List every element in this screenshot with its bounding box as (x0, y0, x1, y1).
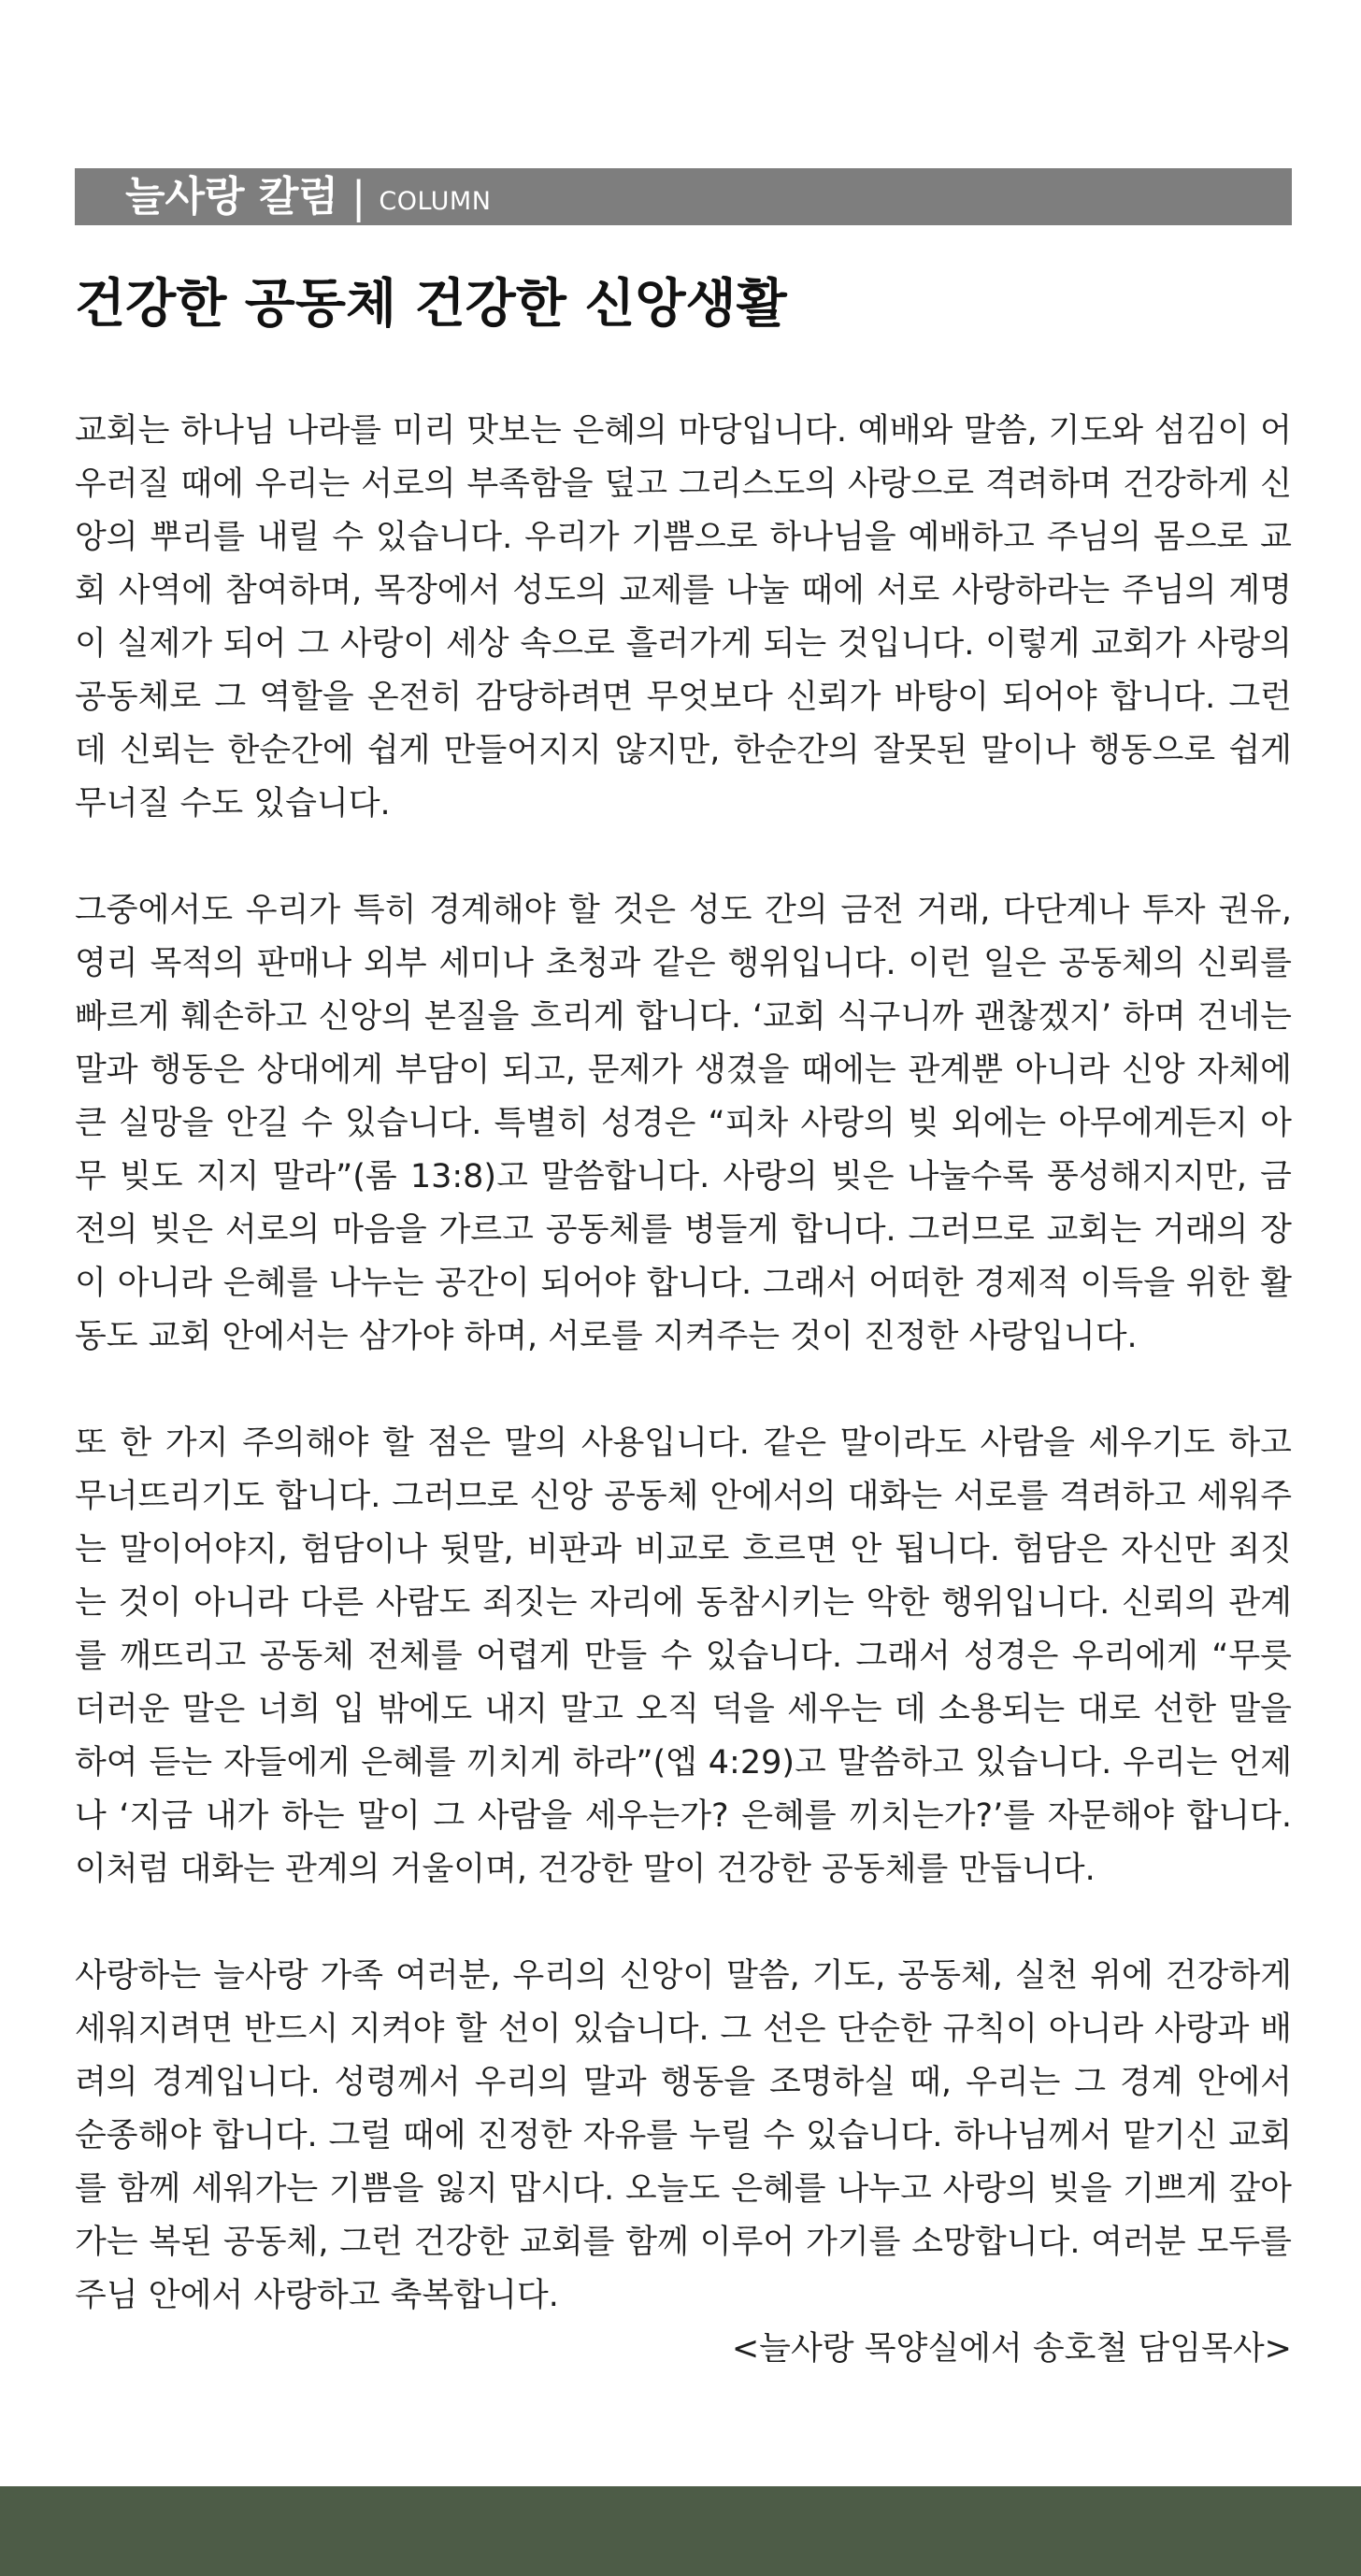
footer-band (0, 2486, 1361, 2576)
article-paragraph-1: 교회는 하나님 나라를 미리 맛보는 은혜의 마당입니다. 예배와 말씀, 기도와 섬김이 어우러질 때에 우리는 서로의 부족함을 덮고 그리스도의 사랑으로 격려하며 건강하게 신앙의 뿌리를 내릴 수 있습니다. 우리가 기쁨으로 하나님을 예배하고 주님의 몸으로 교회 사역에 참여하며, 목장에서 성도의 교제를 나눌 때에 서로 사랑하라는 주님의 계명이 실제가 되어 그 사랑이 세상 속으로 흘러가게 되는 것입니다. 이렇게 교회가 사랑의 공동체로 그 역할을 온전히 감당하려면 무엇보다 신뢰가 바탕이 되어야 합니다. 그런데 신뢰는 한순간에 쉽게 만들어지지 않지만, 한순간의 잘못된 말이나 행동으로 쉽게 무너질 수도 있습니다. (75, 412, 1292, 823)
article-body (75, 405, 1292, 2376)
author-signature: <늘사랑 목양실에서 송호철 담임목사> (731, 2330, 1292, 2368)
article-paragraph-2: 그중에서도 우리가 특히 경계해야 할 것은 성도 간의 금전 거래, 다단계나 투자 권유, 영리 목적의 판매나 외부 세미나 초청과 같은 행위입니다. 이런 일은 공동체의 신뢰를 빠르게 훼손하고 신앙의 본질을 흐리게 합니다. ‘교회 식구니까 괜찮겠지’ 하며 건네는 말과 행동은 상대에게 부담이 되고, 문제가 생겼을 때에는 관계뿐 아니라 신앙 자체에 큰 실망을 안길 수 있습니다. 특별히 성경은 “피차 사랑의 빚 외에는 아무에게든지 아무 빚도 지지 말라”(롬 13:8)고 말씀합니다. 사랑의 빚은 나눌수록 풍성해지지만, 금전의 빚은 서로의 마음을 가르고 공동체를 병들게 합니다. 그러므로 교회는 거래의 장이 아니라 은혜를 나누는 공간이 되어야 합니다. 그래서 어떠한 경제적 이득을 위한 활동도 교회 안에서는 삼가야 하며, 서로를 지켜주는 것이 진정한 사랑입니다. (75, 892, 1292, 1355)
column-header-bar (75, 168, 1292, 225)
article-paragraph-4: 사랑하는 늘사랑 가족 여러분, 우리의 신앙이 말씀, 기도, 공동체, 실천 위에 건강하게 세워지려면 반드시 지켜야 할 선이 있습니다. 그 선은 단순한 규칙이 아니라 사랑과 배려의 경계입니다. 성령께서 우리의 말과 행동을 조명하실 때, 우리는 그 경계 안에서 순종해야 합니다. 그럴 때에 진정한 자유를 누릴 수 있습니다. 하나님께서 맡기신 교회를 함께 세워가는 기쁨을 잃지 맙시다. 오늘도 은혜를 나누고 사랑의 빚을 기쁘게 갚아가는 복된 공동체, 그런 건강한 교회를 함께 이루어 가기를 소망합니다. 여러분 모두를 주님 안에서 사랑하고 축복합니다. (75, 1957, 1292, 2314)
article-paragraph-3: 또 한 가지 주의해야 할 점은 말의 사용입니다. 같은 말이라도 사람을 세우기도 하고 무너뜨리기도 합니다. 그러므로 신앙 공동체 안에서의 대화는 서로를 격려하고 세워주는 말이어야지, 험담이나 뒷말, 비판과 비교로 흐르면 안 됩니다. 험담은 자신만 죄짓는 것이 아니라 다른 사람도 죄짓는 자리에 동참시키는 악한 행위입니다. 신뢰의 관계를 깨뜨리고 공동체 전체를 어렵게 만들 수 있습니다. 그래서 성경은 우리에게 “무릇 더러운 말은 너희 입 밖에도 내지 말고 오직 덕을 세우는 데 소용되는 대로 선한 말을 하여 듣는 자들에게 은혜를 끼치게 하라”(엡 4:29)고 말씀하고 있습니다. 우리는 언제나 ‘지금 내가 하는 말이 그 사람을 세우는가? 은혜를 끼치는가?’를 자문해야 합니다. 이처럼 대화는 관계의 거울이며, 건강한 말이 건강한 공동체를 만듭니다. (75, 1424, 1292, 1888)
article-title: 건강한 공동체 건강한 신앙생활 (75, 274, 787, 335)
column-label-english: COLUMN (379, 187, 492, 216)
column-label-divider: | (351, 171, 366, 222)
column-label-korean: 늘사랑 칼럼 (125, 172, 338, 221)
